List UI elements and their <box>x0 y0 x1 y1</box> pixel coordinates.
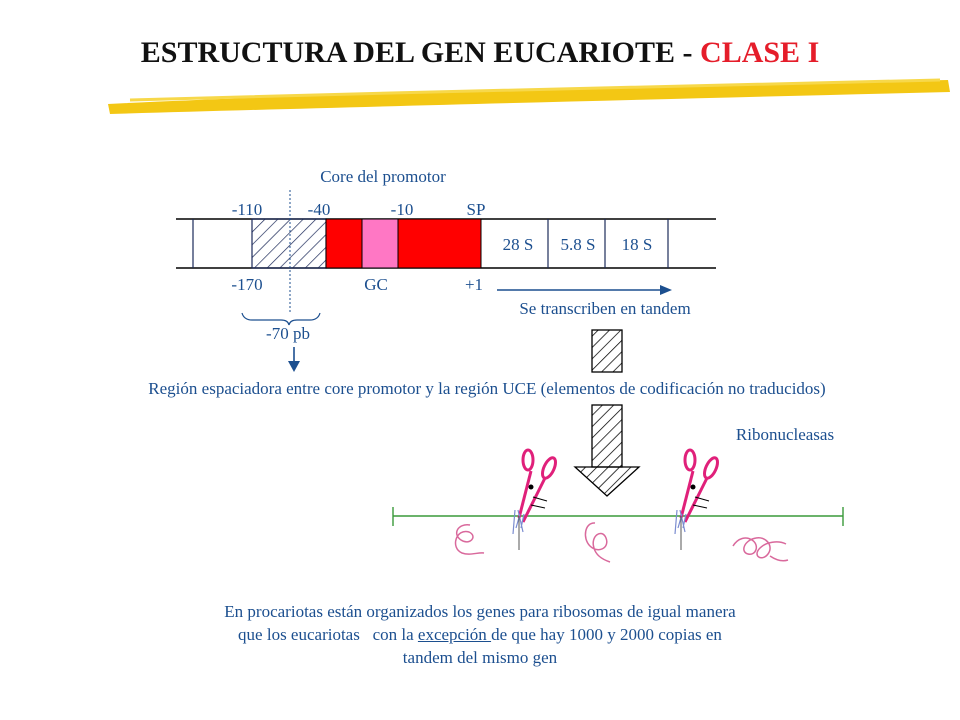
caption-line-2-start: que los eucariotas con la <box>238 625 418 644</box>
core-promoter-label: Core del promotor <box>320 167 446 186</box>
caption-line-1: En procariotas están organizados los genes para ribosomas de igual manera <box>224 602 736 621</box>
gene-label-18s: 18 S <box>621 235 653 254</box>
rna-fragment-squiggle <box>733 538 788 561</box>
spacer-length-label: -70 pb <box>266 324 310 343</box>
pos-label-sp: SP <box>466 200 486 219</box>
scissors-icon <box>675 450 720 550</box>
red-promoter-box-2 <box>398 219 481 268</box>
red-promoter-box-1 <box>326 219 362 268</box>
processing-arrow <box>575 330 639 496</box>
pink-gc-box <box>362 219 398 268</box>
pos-label-minus40: -40 <box>307 200 331 219</box>
caption-line-3: tandem del mismo gen <box>402 648 558 667</box>
transcription-label: Se transcriben en tandem <box>519 299 691 318</box>
scissors-icon <box>513 450 558 550</box>
spacer-region-text: Región espaciadora entre core promotor y la región UCE (elementos de codificación no traducidos) <box>148 379 826 398</box>
rna-fragment-squiggle <box>585 523 610 562</box>
prokaryote-caption <box>120 600 840 669</box>
spacer-down-arrow <box>288 347 300 372</box>
ribonuclease-label: Ribonucleasas <box>735 425 835 444</box>
rna-backbone <box>393 507 843 526</box>
title-main: ESTRUCTURA DEL GEN EUCARIOTE - <box>140 36 701 69</box>
pos-label-minus110: -110 <box>231 200 263 219</box>
caption-exception-word: excepción <box>417 625 492 644</box>
pos-label-minus170: -170 <box>231 275 263 294</box>
caption-line-2 <box>120 623 840 646</box>
gene-label-28s: 28 S <box>502 235 534 254</box>
gene-label-5-8s: 5.8 S <box>560 235 596 254</box>
rna-fragment-squiggle <box>456 525 484 554</box>
upstream-hatched-region <box>252 219 326 268</box>
pos-label-plus1: +1 <box>464 275 484 294</box>
title-highlight-stroke <box>108 80 950 114</box>
caption-line-2-end: de que hay 1000 y 2000 copias en <box>491 625 722 644</box>
pos-label-gc: GC <box>364 275 388 294</box>
pos-label-minus10: -10 <box>390 200 414 219</box>
title-accent: CLASE I <box>700 36 820 69</box>
transcription-arrow <box>497 285 672 295</box>
